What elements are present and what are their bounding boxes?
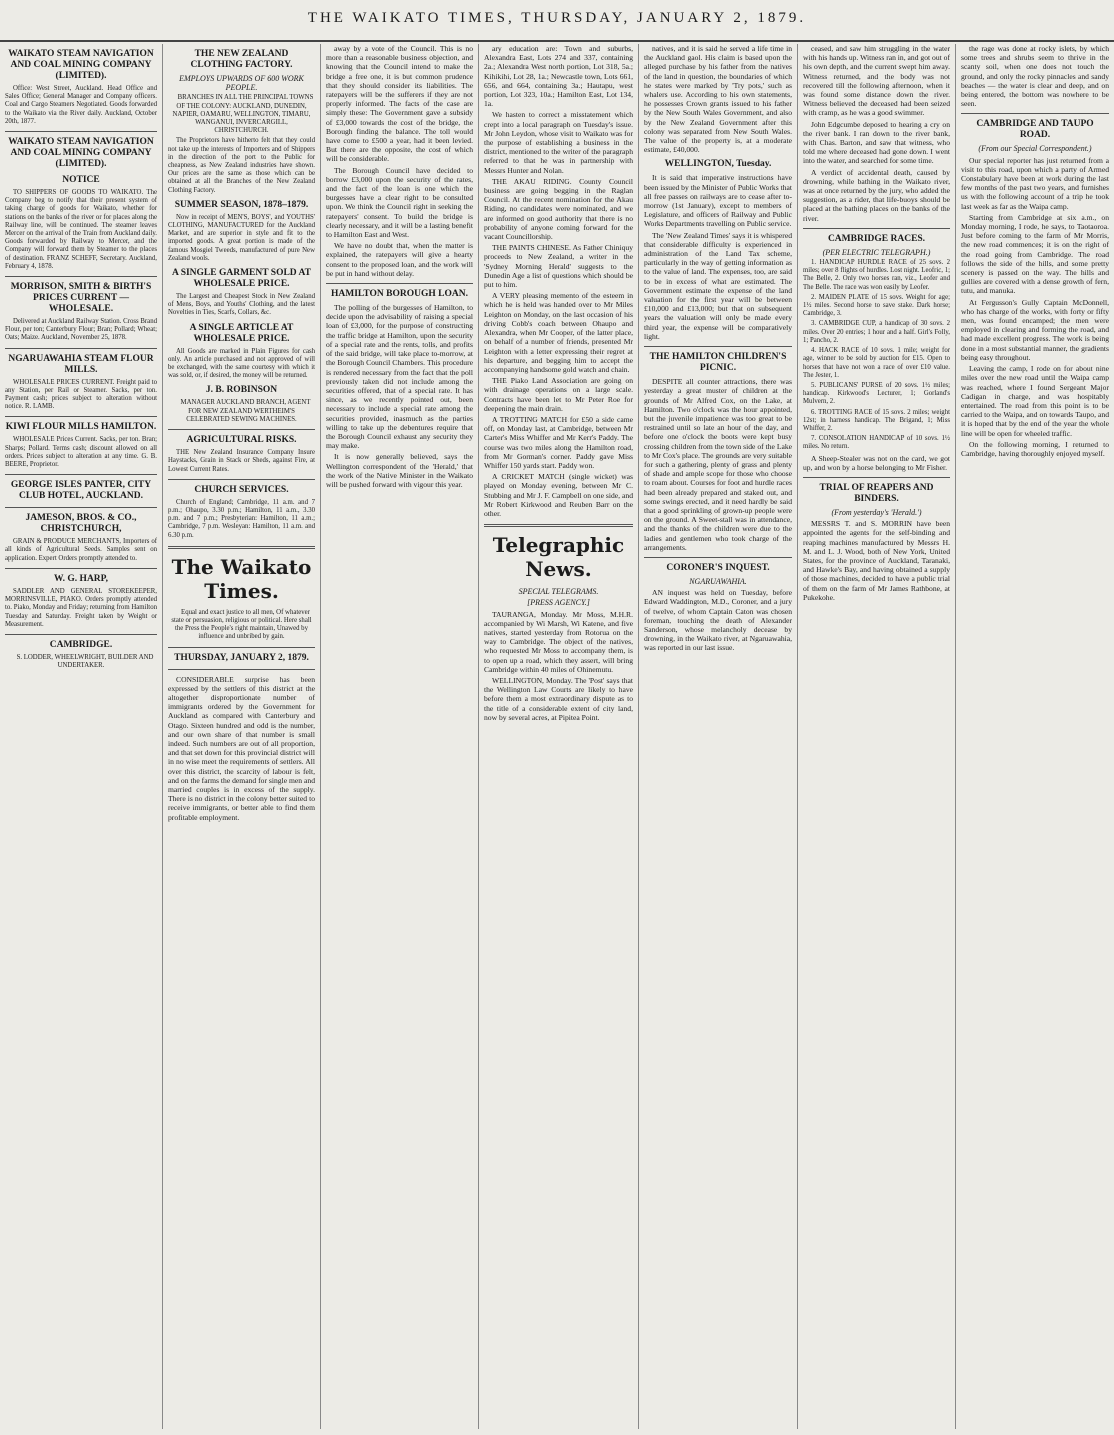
ad-text: THE New Zealand Insurance Company Insure Haystacks, Grain in Stack or Sheds, against Fire, at Lowest Current Rates. xyxy=(168,449,315,473)
article-text: THE Piako Land Association are going on with drainage operations on a large scale. Contracts have been let to Mr Peter Roe for deepening the main drain. xyxy=(484,376,633,413)
divider xyxy=(803,477,950,478)
race-result: 6. TROTTING RACE of 15 sovs. 2 miles; weight 12st; in harness handicap. The Brigand, 1; Miss Whiffer, 2. xyxy=(803,408,950,432)
dateline-wellington: WELLINGTON, Tuesday. xyxy=(664,159,772,170)
ad-heading-single-article: A SINGLE ARTICLE AT WHOLESALE PRICE. xyxy=(189,322,294,344)
paper-title: The Waikato Times. xyxy=(171,554,312,603)
article-text: DESPITE all counter attractions, there was yesterday a great muster of children at the grounds of Mr Alfred Cox, on the Lake, at Hamilton. Two o'clock was the hour appointed, but the juvenile impatience was too great to be restrained until so late an hour of the day, and before one o'clock the boots were kept busy crossing children from the town side of the Lake to Mr Cox's place. The grounds are very suitable for such a gathering, plenty of grass and plenty of shade and ample scope for those who choose to roam about. Courses for foot and hurdle races had been already prepared and staked out, and some swings erected, and it need hardly be said that a good sprinkling of grown-up people were on the ground. A Sweet-stall was in attendance, and the thanks of the children were due to the ladies and gentlemen who took charge of the arrangements. xyxy=(644,377,792,552)
ad-text: Office: West Street, Auckland. Head Office and Sales Office; General Manager and Company officers. Coal and Cargo Steamers Negotiated. Goods forwarded to the Waikato via the River daily. Auckland, October 20th, 1877. xyxy=(5,85,157,125)
divider xyxy=(5,507,157,508)
taupo-road-source: (From our Special Correspondent.) xyxy=(978,144,1092,154)
article-text: The polling of the burgesses of Hamilton, to decide upon the advisability of raising a special loan of £3,000, for the purpose of constructing the traffic bridge at Hamilton, upon the security of a special rate and the rents, tolls, and profits of the said bridge, will take place to-morrow, at the Borough Council Chambers. This procedure is rendered necessary from the fact that the poll previously taken did not include among the securities offered, that of a special rate. It has since, as we recently pointed out, been necessary to include a special rate among the securities provided, inasmuch as the parties willing to take up the debentures require that the Borough Council exhaust any security they may make. xyxy=(326,303,473,451)
article-text: Leaving the camp, I rode on for about nine miles over the new road until the Waipa camp was reached, where I found Sergeant Major Cadigan in charge, and was hospitably entertained. The road from this point is to be carried to the Waipa, and on towards Taupo, and it is hoped that by the end of the year the whole line will be open for wheeled traffic. xyxy=(961,364,1109,438)
column-7 xyxy=(955,44,1114,1429)
article-text: On the following morning, I returned to Cambridge, having thoroughly enjoyed myself. xyxy=(961,439,1109,458)
ad-branches: BRANCHES IN ALL THE PRINCIPAL TOWNS OF THE COLONY: AUCKLAND, DUNEDIN, NAPIER, OAMARU, WELLINGTON, TIMARU, WANGANUI, INVERCARGILL, CHRISTCHURCH. xyxy=(172,94,314,135)
divider xyxy=(168,669,315,670)
race-result: 1. HANDICAP HURDLE RACE of 25 sovs. 2 miles; over 8 flights of hurdles. Lost night. Leofric, 1; The Belle, 2. Only two horses ran, viz., Leofer and The Belle. The race was won easily by Leofer. xyxy=(803,259,950,291)
article-text: TAURANGA, Monday. Mr Moss, M.H.R. accompanied by Wi Marsh, Wi Katene, and five natives, started yesterday from Rotorua on the way to Cambridge. The object of the natives, who requested Mr Moss to accompany them, is to open up a road, which they assert, will bring Cambridge within 40 miles of Ohinemutu. xyxy=(484,609,633,674)
divider xyxy=(168,647,315,648)
article-text: the rage was done at rocky islets, by which some trees and shrubs seem to thrive in the scanty soil, when one does not touch the ground, and only the rocky pinnacles and sandy beaches — the water is clear and deep, and on being entered, the bottom was nowhere to be seen. xyxy=(961,44,1109,109)
article-text: THE AKAU RIDING. County Council business are going begging in the Raglan Council. At the recent nomination for the Akau Riding, no candidates were nominated, and we are informed on good authority that there is no probability of anyone coming forward for the vacant Councillorship. xyxy=(484,176,633,242)
article-text: natives, and it is said he served a life time in the Auckland gaol. His claim is based upon the alleged purchase by his father from the natives of the land in question, the boundaries of which he states were marked by 'Try pots,' such as whalers use. According to his own statements, he possesses Crown grants issued to his father by the New South Wales Government, and also by the New Zealand Government after this colony was separated from New South Wales. The value of the property is, at a moderate estimate, £40,000. xyxy=(644,44,792,155)
article-text: MESSRS T. and S. MORRIN have been appointed the agents for the self-binding and reaping machines manufactured by Messrs H. M. and L. J. Wood, both of New York, United States, for the province of Auckland, Taranaki, and Hawke's Bay, and having obtained a supply of those machines, decided to have a public trial of them on the farm of Mr James Rathbone, at Pukekohe. xyxy=(803,519,950,602)
telegrams-subheading: SPECIAL TELEGRAMS. xyxy=(518,587,599,597)
article-text: ary education are: Town and suburbs, Alexandra East, Lots 274 and 337, containing 2a.; Alexandra West north portion, Lot 318, 5a.; Kihikihi, Lot 28, 1a.; Newcastle town, Lots 661, 656, and 664, containing 3a.; Hautapu, west portion, Lot 323, 10a.; Hamilton East, Lot 134, 1a. xyxy=(484,44,633,109)
divider xyxy=(5,634,157,635)
telegraphic-news-title: Telegraphic News. xyxy=(492,533,625,582)
column-4 xyxy=(478,44,638,1429)
ad-text: TO SHIPPERS OF GOODS TO WAIKATO. The Company beg to notify that their present system of taking charge of goods for Waikato, whether for stations on the banks of the river or for places along the Railway line, will be continued. The steamer leaves Mercer on the arrival of the Train from Auckland daily. Goods forwarded by Railway to Mercer, and the Company will forward them by Steamer to the places of destination. FRANZ SCHEFF, Secretary. Auckland, February 4, 1878. xyxy=(5,189,157,270)
divider xyxy=(168,429,315,430)
ad-heading-morrison: MORRISON, SMITH & BIRTH'S PRICES CURRENT — WHOLESALE. xyxy=(10,282,152,315)
divider xyxy=(5,568,157,569)
editorial-text: CONSIDERABLE surprise has been expressed by the settlers of this district at the altogether disproportionate number of immigrants ordered by the Government for Auckland as compared with Canterbury and Otago. Sixteen hundred and odd is the number, and our own share of that number is small indeed. Such numbers are out of all proportion, and that set down for this provincial district will in no wise meet the requirements of settlers. All over this district, the scarcity of labour is felt, and on the farms the demand for single men and married couples is in excess of the supply. There is no district in the colony better suited to receive immigrants, or better able to find them profitable employment. xyxy=(168,674,315,822)
ad-subheading: EMPLOYS UPWARDS OF 600 WORK PEOPLE. xyxy=(179,74,304,93)
article-text: We have no doubt that, when the matter is explained, the ratepayers will give a hearty consent to the proposed loan, and the work will be put in hand without delay. xyxy=(326,241,473,278)
divider xyxy=(803,228,950,229)
ad-text: Now in receipt of MEN'S, BOYS', and YOUTHS' CLOTHING, MANUFACTURED for the Auckland Market, and are superior in style and fit to the imported goods. A great portion is made of the famous Mosgiel Tweeds, manufactured of pure New Zealand wools. xyxy=(168,213,315,262)
article-text: It is said that imperative instructions have been issued by the Minister of Public Works that all free passes on railways are to cease after to-morrow (1st January), except to members of Legislature, and officers of Railway and Public Works Departments travelling on Public service. xyxy=(644,173,792,229)
press-agency-label: [PRESS AGENCY.] xyxy=(527,598,590,608)
column-6 xyxy=(797,44,955,1429)
article-text: A verdict of accidental death, caused by drowning, while bathing in the Waikato river, was at once returned by the jury, who added the suggestion, as a rider, that life-buoys should be placed at the bathing places on the banks of the river. xyxy=(803,167,950,223)
article-text: AN inquest was held on Tuesday, before Edward Waddington, M.D., Coroner, and a jury of twelve, of whom Captain Caton was chosen foreman, touching the death of Alexander Sanderson, whose melancholy decease by drowning, in the Waikato river, at Ngaruawahia, was reported in our last issue. xyxy=(644,588,792,653)
divider xyxy=(5,131,157,132)
ad-text: All Goods are marked in Plain Figures for cash only. An article purchased and not approved of will be exchanged, with the same courtesy with which it was sold, or, if desired, the money will be returned. xyxy=(168,347,315,380)
races-subheading: (PER ELECTRIC TELEGRAPH.) xyxy=(822,247,931,257)
ad-heading-harp: W. G. HARP, xyxy=(54,573,108,584)
ad-heading-flour-mills: NGARUAWAHIA STEAM FLOUR MILLS. xyxy=(8,353,154,375)
ad-text: The Proprietors have hitherto felt that they could not take up the interests of Importers and of Shippers in the direction of the port to the Public for cheapness, as New Zealand industries have shown. Our prices are the same as those which can be obtained at all the Branches of the New Zealand Clothing Factory. xyxy=(168,137,315,194)
article-text: away by a vote of the Council. This is no more than a reasonable business objection, and knowing that the Council intend to make the bridge a free one, it is but common prudence that they should consider its liabilities. The ratepayers will be the sufferers if they are not properly informed. The facts of the case are simply these: The Government gave a subsidy of £3,000 towards the cost of the bridge, the Borough finding the balance. The toll would have come to £500 a year, had it been levied. But there are the opposite, the cost of which will be considerable. xyxy=(326,44,473,164)
divider xyxy=(484,524,633,527)
divider xyxy=(5,474,157,475)
ad-text: WHOLESALE Prices Current. Sacks, per ton. Bran; Sharps; Pollard. Terms cash; discount allowed on all orders. Prices subject to alteration at any time. G. B. BEERE, Proprietor. xyxy=(5,436,157,469)
ad-heading-summer-season: SUMMER SEASON, 1878–1879. xyxy=(174,199,309,210)
ad-text: S. LODDER, WHEELWRIGHT, BUILDER AND UNDERTAKER. xyxy=(16,653,154,670)
divider xyxy=(168,479,315,480)
article-text: At Fergusson's Gully Captain McDonnell, who has charge of the works, with forty or fifty men, was found encamped; the men were employed in clearing and forming the road, and had made excellent progress. The work is being done in a most substantial manner, the gradients being easy throughout. xyxy=(961,297,1109,362)
article-text: The 'New Zealand Times' says it is whispered that considerable difficulty is experienced in administration of the Land Tax scheme, particularly in the way of getting information as to the value of land. The expenses, too, are said to be in excess of what are estimated. The Government estimate the expense of the land valuation for the first year will be between £10,000 and £13,000; but that on subsequent years the valuation will only be made every third year, the expense will be comparatively light. xyxy=(644,230,792,341)
ad-text: SADDLER AND GENERAL STOREKEEPER, MORRINSVILLE, PIAKO. Orders promptly attended to. Piako, Monday and Friday; returning from Hamilton Tuesday and Saturday. Freight taken by Weight or Measurement. xyxy=(5,587,157,628)
divider xyxy=(5,348,157,349)
ad-text: WHOLESALE PRICES CURRENT. Freight paid to any Station, per Rail or Steamer. Sacks, per ton. Payment cash; prices subject to alteration without notice. R. LAMB. xyxy=(5,378,157,411)
column-3 xyxy=(320,44,478,1429)
editorial-date: THURSDAY, JANUARY 2, 1879. xyxy=(174,652,309,663)
ad-heading-city-club: GEORGE ISLES PANTER, CITY CLUB HOTEL, AUCKLAND. xyxy=(10,480,152,502)
ad-text: GRAIN & PRODUCE MERCHANTS, Importers of all kinds of Agricultural Seeds. Samples sent on application. Expert Orders promptly attended to. xyxy=(5,538,157,562)
divider xyxy=(961,113,1109,114)
ad-text: MANAGER AUCKLAND BRANCH, AGENT FOR NEW ZEALAND WERTHEIM'S CELEBRATED SEWING MACHINES. xyxy=(180,399,311,423)
article-heading-races: CAMBRIDGE RACES. xyxy=(827,233,926,244)
ad-text: Delivered at Auckland Railway Station. Cross Brand Flour, per ton; Canterbury Flour; Bran; Pollard; Wheat; Oats; Maize. Auckland, November 25, 1878. xyxy=(5,318,157,342)
newspaper-masthead: THE WAIKATO TIMES, THURSDAY, JANUARY 2, 1879. xyxy=(0,0,1114,42)
article-text: THE PAINTS CHINESE. As Father Chiniquy proceeds to New Zealand, a writer in the 'Sydney Morning Herald' suggests to the Dunedin Age a list of questions which should be put to him. xyxy=(484,243,633,290)
article-text: We hasten to correct a misstatement which crept into a local paragraph on Tuesday's issue. Mr John Leydon, whose visit to Waikato was for the purpose of establishing a business in the district, mentioned to the writer of the paragraph referred to that he was in partnership with Messrs Hunter and Nolan. xyxy=(484,110,633,175)
race-result: 2. MAIDEN PLATE of 15 sovs. Weight for age; 1½ miles. Second horse to save stake. Dark horse; Cambridge, 3. xyxy=(803,293,950,318)
article-heading-reapers: TRIAL OF REAPERS AND BINDERS. xyxy=(819,482,934,504)
ad-heading-steam-navigation: WAIKATO STEAM NAVIGATION AND COAL MINING COMPANY (LIMITED). xyxy=(8,49,154,81)
ad-heading-clothing-factory: THE NEW ZEALAND CLOTHING FACTORY. xyxy=(190,49,293,70)
article-text: John Edgcumbe deposed to hearing a cry on the river bank. I ran down to the river bank, with Chas. Barton, and saw that witness, who told me where deceased had gone down. I went into the water, and searched for some time. xyxy=(803,119,950,166)
article-text: A VERY pleasing memento of the esteem in which he is held was handed over to Mr Miles Leighton on Monday, on the last occasion of his driving Cobb's coach between Ohaupo and Alexandra, when Mr Cooper, of the latter place, on behalf of a number of friends, presented Mr Leighton with a letter expressing their regret at his departure, and begging him to accept the accompanying handsome gold watch and chain. xyxy=(484,291,633,374)
notice-heading: NOTICE xyxy=(62,175,100,186)
article-text: A TROTTING MATCH for £50 a side came off, on Monday last, at Cambridge, between Mr Carter's Miss Whiffer and Mr Kerr's Paddy. The course was two miles along the Hamilton road, from Mr Gorman's corner. Paddy gave Miss Whiffer 150 yards start. Paddy won. xyxy=(484,414,633,470)
column-2 xyxy=(162,44,320,1429)
inquest-location: NGARUAWAHIA. xyxy=(689,576,747,586)
article-text: Our special reporter has just returned from a visit to this road, upon which a party of Armed Constabulary have been at work during the last few months of the past two years, and furnishes us with the following account of a trip he took last week as far as the Waipa camp. xyxy=(961,155,1109,211)
article-heading-taupo-road: CAMBRIDGE AND TAUPO ROAD. xyxy=(976,119,1094,141)
article-text: The Borough Council have decided to borrow £3,000 upon the security of the rates, and the fact of the loan is one which the burgesses have a clear right to be consulted upon. We think the Council right in seeking the ratepayers' consent. To build the bridge is clearly necessary, and it will be a lasting benefit to Hamilton East and West. xyxy=(326,165,473,240)
church-services-text: Church of England; Cambridge, 11 a.m. and 7 p.m.; Ohaupo, 3.30 p.m.; Hamilton, 11 a.m., 3.30 p.m. and 7 p.m.; Presbyterian: Hamilton, 11 a.m.; Cambridge, 7 p.m. Wesleyan: Hamilton, 11 a.m. and 6.30 p.m. xyxy=(168,498,315,539)
article-heading-picnic: THE HAMILTON CHILDREN'S PICNIC. xyxy=(649,352,787,374)
article-text: Starting from Cambridge at six a.m., on Monday morning, I rode, he says, to Taotaoroa. Just before coming to the farm of Mr Morris, the new road commences; it is on the right of the road going from Cambridge. The road follows the side of the hills, and some pretty scenery is passed on the way. The hills and gullies are covered with a dense growth of fern, tutu, and manuka. xyxy=(961,212,1109,296)
divider xyxy=(5,276,157,277)
ad-heading-jameson: JAMESON, BROS. & CO., CHRISTCHURCH, xyxy=(25,513,137,535)
divider xyxy=(326,283,473,284)
section-heading-church: CHURCH SERVICES. xyxy=(194,484,289,495)
ad-signature: J. B. ROBINSON xyxy=(205,385,278,396)
column-1 xyxy=(0,44,162,1429)
ad-heading-steam-navigation-2: WAIKATO STEAM NAVIGATION AND COAL MINING COMPANY (LIMITED). xyxy=(8,137,154,170)
article-text: A Sheep-Stealer was not on the card, we got up, and won by a horse belonging to Mr Fisher. xyxy=(803,453,950,472)
divider xyxy=(5,416,157,417)
article-heading-borough-loan: HAMILTON BOROUGH LOAN. xyxy=(331,289,468,300)
race-result: 4. HACK RACE of 10 sovs. 1 mile; weight for age, winner to be sold by auction for £15. Open to horses that have not won a race of over £10 value. The Jester, 1. xyxy=(803,347,950,379)
ad-heading-cambridge: CAMBRIDGE. xyxy=(49,639,113,650)
ad-heading-single-garment: A SINGLE GARMENT SOLD AT WHOLESALE PRICE. xyxy=(171,268,312,290)
race-result: 3. CAMBRIDGE CUP, a handicap of 30 sovs. 2 miles. Over 20 entries; 1 hour and a half. Girl's Folly, 1; Pancho, 2. xyxy=(803,320,950,344)
reapers-source: (From yesterday's 'Herald.') xyxy=(831,507,922,517)
article-text: WELLINGTON, Monday. The 'Post' says that the Wellington Law Courts are likely to have before them a most extraordinary dispute as to the title of a considerable extent of city land, now by several acres, at Pipitea Point. xyxy=(484,675,633,722)
ad-text: The Largest and Cheapest Stock in New Zealand of Mens, Boys, and Youths' Clothing, and the latest Novelties in Ties, Scarfs, Collars, &c. xyxy=(168,293,315,317)
article-text: A CRICKET MATCH (single wicket) was played on Monday evening, between Mr C. Stubbing and Mr J. F. Campbell on one side, and Mr Robert Kirkwood and Reuben Barr on the other. xyxy=(484,472,633,518)
divider xyxy=(168,546,315,549)
article-heading-inquest: CORONER'S INQUEST. xyxy=(666,562,770,573)
column-5 xyxy=(638,44,797,1429)
ad-heading-kiwi-mills: KIWI FLOUR MILLS HAMILTON. xyxy=(5,422,157,433)
divider xyxy=(644,346,792,347)
race-result: 5. PUBLICANS' PURSE of 20 sovs. 1½ miles; handicap. Kirkwood's Lecturer, 1; Gorland's Mulvern, 2. xyxy=(803,381,950,406)
divider xyxy=(644,557,792,558)
article-text: It is now generally believed, says the Wellington correspondent of the 'Herald,' that the work of the Native Minister in the Waikato will be pushed forward with vigour this year. xyxy=(326,452,473,489)
section-heading-agricultural: AGRICULTURAL RISKS. xyxy=(186,435,297,446)
article-text: ceased, and saw him struggling in the water with his hands up. Witness ran in, and got out of his own depth, and the current swept him away. Witness returned, and the body was not recovered till the following afternoon, when it was found some distance down the river. Witness believed the deceased had been seized with cramp, as he was a good swimmer. xyxy=(803,44,950,118)
race-result: 7. CONSOLATION HANDICAP of 10 sovs. 1½ miles. No return. xyxy=(803,435,950,451)
paper-motto: Equal and exact justice to all men, Of whatever state or persuasion, religious or political. Here shall the Press the People's right maintain, Unawed by influence and unbribed by gain. xyxy=(171,608,312,641)
